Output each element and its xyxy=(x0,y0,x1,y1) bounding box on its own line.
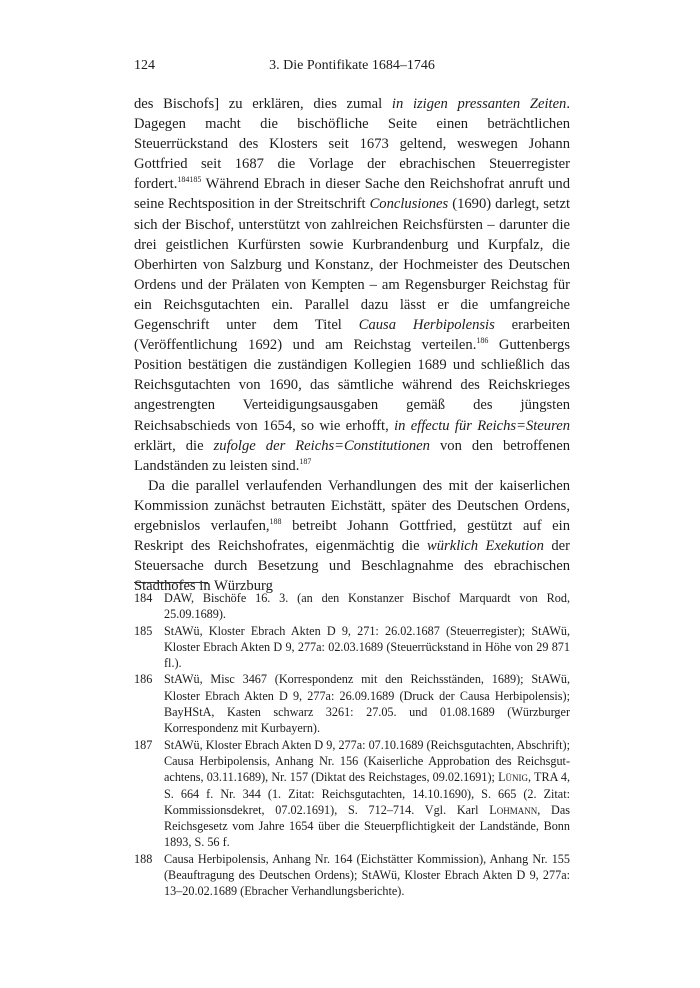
footnote-188 xyxy=(134,851,570,900)
author-name: Lünig xyxy=(498,770,529,785)
footnote-number: 187 xyxy=(134,737,153,752)
footnote-187 xyxy=(134,737,570,851)
quote-italic: würklich Exekution xyxy=(427,538,544,555)
text-run: , Das Reichsgesetz vom Jahre 1654 über die Steuerpflichtigkeit der Landstände, Bonn 1893, S. 56 f. xyxy=(164,802,570,850)
footnote-ref[interactable]: 188 xyxy=(269,517,282,527)
body-text xyxy=(134,94,570,596)
footnote-text: StAWü, Misc 3467 (Korrespondenz mit den Reichsständen, 1689); StAWü, Kloster Ebrach Akten D 9, 277a: 26.09.1689 (Druck der Causa Herbipolensis); BayHStA, Kasten schwarz 3261: 27.05. und 01.08.1689 (Würzburger Korrespondenz mit Kurbayern). xyxy=(164,672,570,736)
page-header xyxy=(134,58,570,80)
footnotes xyxy=(134,590,570,900)
text-run: . Dagegen macht die bischöfliche Seite einen beträchtlichen Steuerrückstand des Klosters seit 1673 geltend, weswegen Johann Gottfried seit 1687 die Vorlage der ebrachischen Steuerregister fordert. xyxy=(134,96,571,193)
title-italic: Conclusiones xyxy=(369,196,449,213)
text-run: , TRA 4, S. 664 f. Nr. 344 (1. Zitat: Reichsgutachten, 14.10.1690), S. 665 (2. Zitat: Kommissionsdekret, 07.02.1691), S. 712–714. Vgl. Karl xyxy=(164,770,571,817)
text-run: Während Ebrach in dieser Sache den Reichshofrat anruft und seine Rechtsposition in der Streitschrift xyxy=(134,176,570,213)
text-run: erarbeiten (Veröffentlichung 1692) und am Reichstag verteilen. xyxy=(134,317,570,354)
footnote-185 xyxy=(134,623,570,672)
title-italic: Causa Herbipolensis xyxy=(358,317,495,334)
text-run: StAWü, Kloster Ebrach Akten D 9, 277a: 07.10.1689 (Reichsgutachten, Abschrift); Causa Herbipolensis, Anhang Nr. 156 (Kaiserliche Approbation des Reichsgutachtens, 03.11.1689), Nr. 157 (Diktat des Reichstages, 09.02.1691); xyxy=(164,737,570,785)
text-run: Guttenbergs Position bestätigen die zuständigen Kollegien 1689 und schließlich das Reichsgutachten von 1690, das sämtliche während des Reichskrieges angestrengten Verteidigungsausgaben gemäß des jüngsten Reichsabschieds von 1654, so wie erhofft, xyxy=(134,337,570,434)
footnote-text xyxy=(164,737,570,851)
text-run: des Bischofs] zu erklären, dies zumal xyxy=(134,96,392,112)
quote-italic: in izigen pressanten Zeiten xyxy=(391,96,567,112)
paragraph-1 xyxy=(134,94,570,476)
footnote-text: Causa Herbipolensis, Anhang Nr. 164 (Eichstätter Kommission), Anhang Nr. 155 (Beauftragung des Deutschen Ordens); StAWü, Kloster Ebrach Akten D 9, 277a: 13–20.02.1689 (Ebracher Verhandlungsberichte). xyxy=(164,851,570,899)
running-head: 3. Die Pontifikate 1684–1746 xyxy=(269,58,435,73)
text-run: erklärt, die xyxy=(134,437,214,454)
footnote-text: StAWü, Kloster Ebrach Akten D 9, 271: 26.02.1687 (Steuerregister); StAWü, Kloster Ebrach Akten D 9, 277a: 02.03.1689 (Steuerrückstand in Höhe von 29 871 fl.). xyxy=(164,623,570,671)
footnote-ref[interactable]: 187 xyxy=(299,456,312,466)
footnote-number: 185 xyxy=(134,623,153,638)
author-name: Lohmann xyxy=(489,802,538,817)
footnote-ref[interactable]: 185 xyxy=(189,175,202,185)
footnote-ref[interactable]: 186 xyxy=(476,336,489,346)
footnote-separator xyxy=(134,582,208,583)
text-run: Da die parallel verlaufenden Verhandlungen des mit der kaiserlichen Kommission zunächst betrauten Eichstätt, später des Deutschen Ordens, ergebnislos verlaufen, xyxy=(134,477,570,534)
text-run: der Steuersache durch Besetzung und Beschlagnahme des ebrachischen Stadthofes in Würzburg xyxy=(134,538,570,595)
page xyxy=(134,58,570,596)
footnote-184 xyxy=(134,590,570,623)
page-number: 124 xyxy=(134,58,155,73)
text-run: (1690) darlegt, setzt sich der Bischof, unterstützt von zahlreichen Reichsfürsten – darunter die drei geistlichen Kurfürsten sowie Kurbrandenburg und Kurpfalz, die Oberhirten von Salzburg und Konstanz, der Hochmeister des Deutschen Ordens und der Prälaten von Kempten – am Regensburger Reichstag für ein Reichsgutachten ein. Parallel dazu lässt er die umfangreiche Gegenschrift unter dem Titel xyxy=(134,196,570,334)
footnote-ref[interactable]: 184 xyxy=(177,175,190,185)
paragraph-2 xyxy=(134,476,570,597)
footnote-text: DAW, Bischöfe 16. 3. (an den Konstanzer Bischof Marquardt von Rod, 25.09.1689). xyxy=(164,591,570,622)
footnote-number: 188 xyxy=(134,851,153,866)
quote-italic: zufolge der Reichs=Constitutionen xyxy=(213,437,430,454)
footnote-number: 184 xyxy=(134,591,153,605)
text-run: von den betroffenen Landständen zu leisten sind. xyxy=(134,437,570,474)
footnote-number: 186 xyxy=(134,672,153,687)
footnote-186 xyxy=(134,671,570,736)
text-run: betreibt Johann Gottfried, gestützt auf ein Reskript des Reichshofrates, eigenmächtig die xyxy=(134,517,570,555)
quote-italic: in effectu für Reichs=Steuren xyxy=(394,417,570,434)
